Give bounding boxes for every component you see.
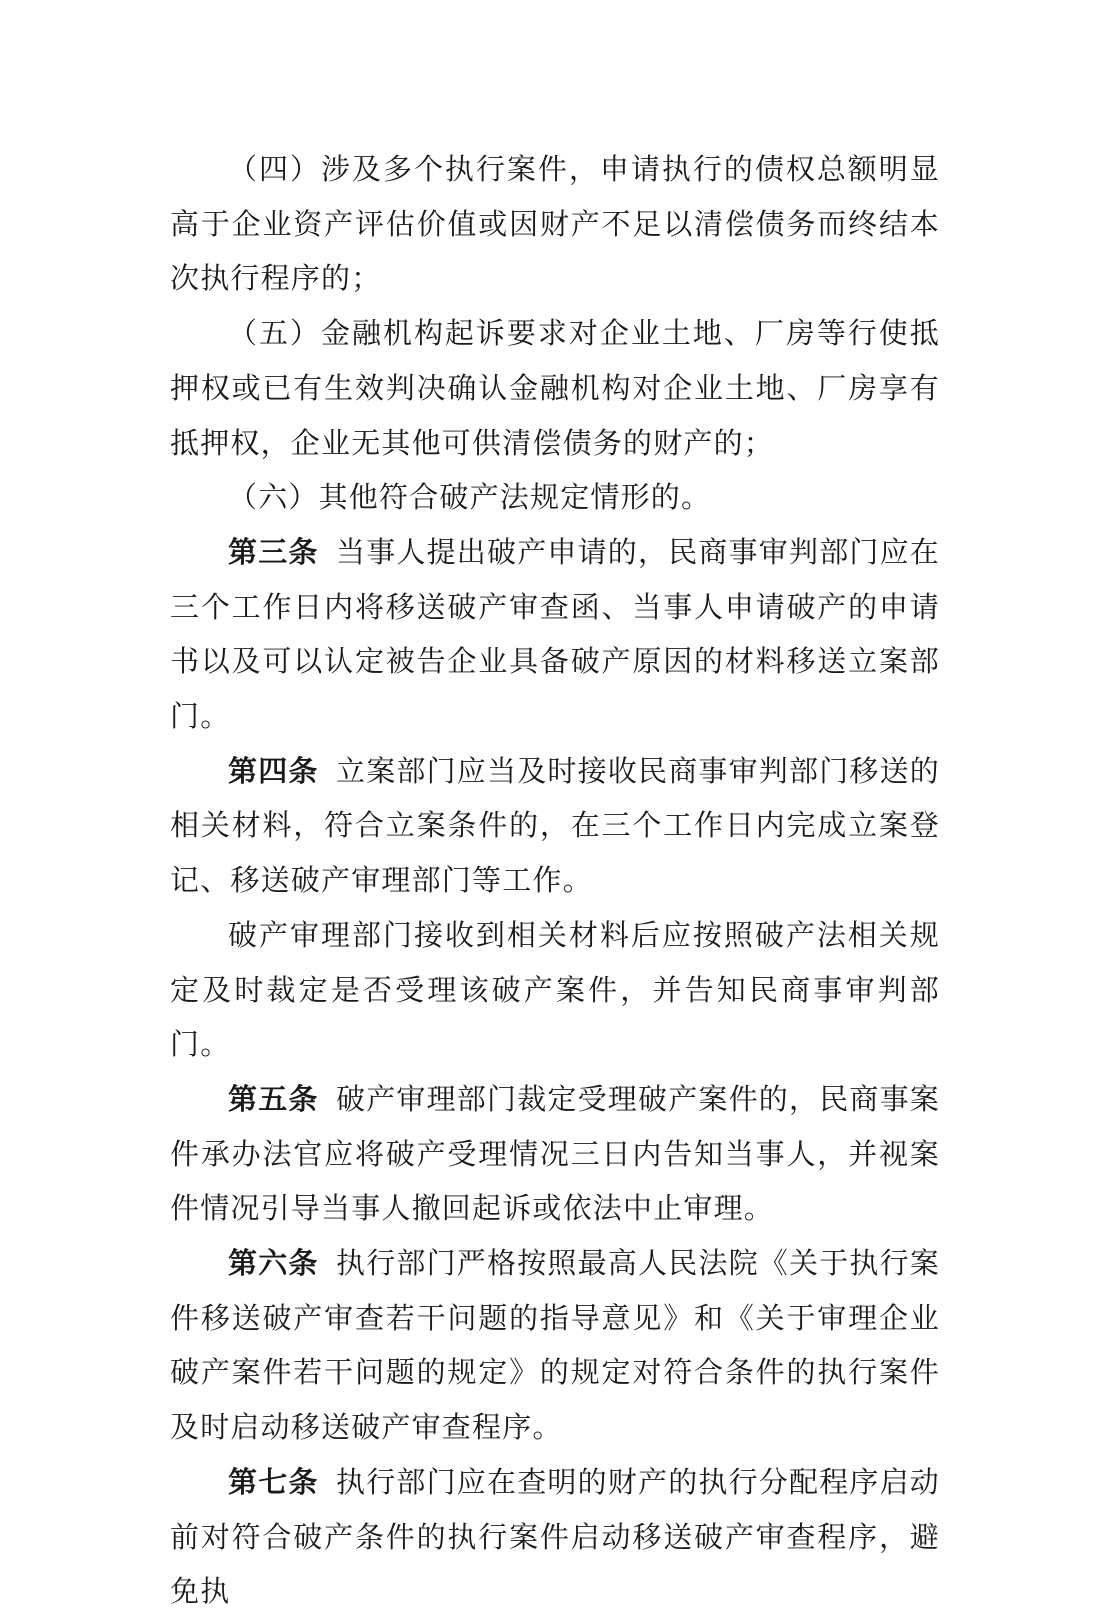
paragraph-article-4 [170, 744, 940, 908]
article-heading: 第六条 [228, 1246, 319, 1281]
article-heading: 第四条 [228, 753, 319, 788]
paragraph-text: 立案部门应当及时接收民商事审判部门移送的相关材料，符合立案条件的，在三个工作日内完成立案登记、移送破产审理部门等工作。 [170, 753, 941, 898]
paragraph-article-7 [170, 1455, 940, 1619]
paragraph-item-6 [170, 470, 940, 525]
article-heading: 第三条 [228, 534, 319, 569]
paragraph-text: 当事人提出破产申请的，民商事审判部门应在三个工作日内将移送破产审查函、当事人申请破产的申请书以及可以认定被告企业具备破产原因的材料移送立案部门。 [170, 534, 941, 734]
paragraph-article-4-continued [170, 908, 940, 1072]
paragraph-article-5 [170, 1072, 940, 1236]
document-body [170, 142, 940, 1619]
paragraph-text: 破产审理部门裁定受理破产案件的，民商事案件承办法官应将破产受理情况三日内告知当事人，并视案件情况引导当事人撤回起诉或依法中止审理。 [170, 1081, 941, 1226]
paragraph-text: 执行部门严格按照最高人民法院《关于执行案件移送破产审查若干问题的指导意见》和《关于审理企业破产案件若干问题的规定》的规定对符合条件的执行案件及时启动移送破产审查程序。 [170, 1246, 941, 1445]
paragraph-text: （六）其他符合破产法规定情形的。 [228, 480, 712, 515]
paragraph-text: （五）金融机构起诉要求对企业土地、厂房等行使抵押权或已有生效判决确认金融机构对企业土地、厂房享有抵押权，企业无其他可供清偿债务的财产的； [170, 316, 940, 460]
article-heading: 第七条 [228, 1464, 319, 1499]
paragraph-item-4 [170, 142, 940, 306]
paragraph-article-3 [170, 525, 940, 744]
paragraph-text: 执行部门应在查明的财产的执行分配程序启动前对符合破产条件的执行案件启动移送破产审查程序，避免执 [170, 1464, 941, 1609]
paragraph-text: （四）涉及多个执行案件，申请执行的债权总额明显高于企业资产评估价值或因财产不足以清偿债务而终结本次执行程序的； [170, 152, 940, 296]
article-heading: 第五条 [228, 1081, 319, 1116]
paragraph-item-5 [170, 306, 940, 470]
paragraph-text: 破产审理部门接收到相关材料后应按照破产法相关规定及时裁定是否受理该破产案件，并告知民商事审判部门。 [170, 917, 940, 1062]
paragraph-article-6 [170, 1236, 940, 1455]
